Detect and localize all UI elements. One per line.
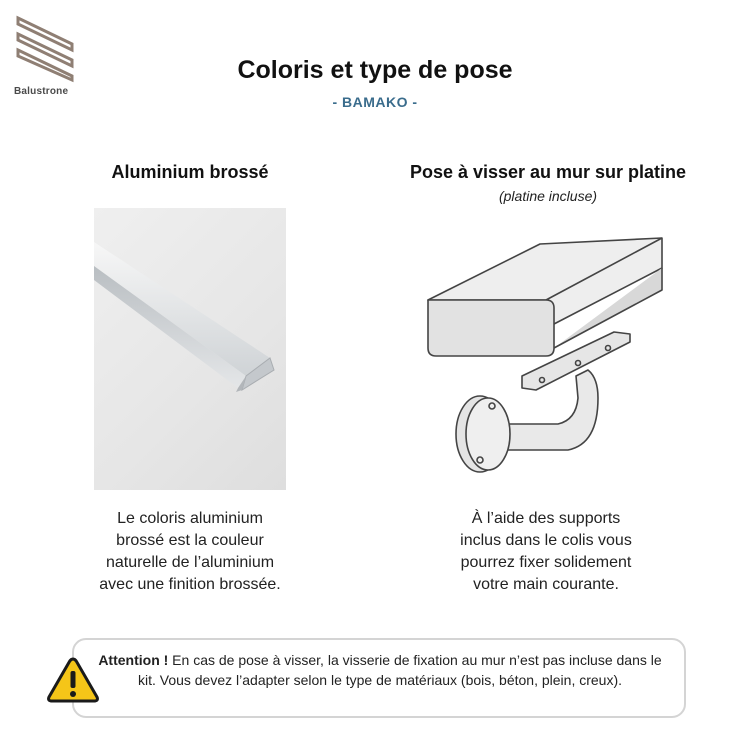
attention-notice (72, 638, 686, 718)
notice-body: En cas de pose à visser, la visserie de fixation au mur n’est pas incluse dans le kit. Vous devez l’adapter selon le type de matériaux (bois, béton, plein, creux). (137, 652, 662, 688)
color-description: Le coloris aluminium brossé est la couleur naturelle de l’aluminium avec une finition brossée. (99, 510, 281, 593)
notice-strong: Attention ! (98, 652, 169, 668)
mounting-title: Pose à visser au mur sur platine (409, 162, 687, 182)
aluminium-rail-photo (94, 208, 286, 490)
brand-name: Balustrone (14, 86, 69, 97)
mounting-subtitle: (platine incluse) (498, 188, 598, 204)
wall-bracket-drawing (418, 228, 668, 478)
mounting-description: À l’aide des supports inclus dans le colis vous pourrez fixer solidement votre main courante. (460, 510, 632, 593)
warning-triangle-icon (46, 656, 100, 704)
page-subtitle: - BAMAKO - (332, 94, 418, 110)
color-title: Aluminium brossé (111, 162, 269, 182)
page-title: Coloris et type de pose (237, 56, 513, 84)
notice-text (96, 651, 664, 690)
